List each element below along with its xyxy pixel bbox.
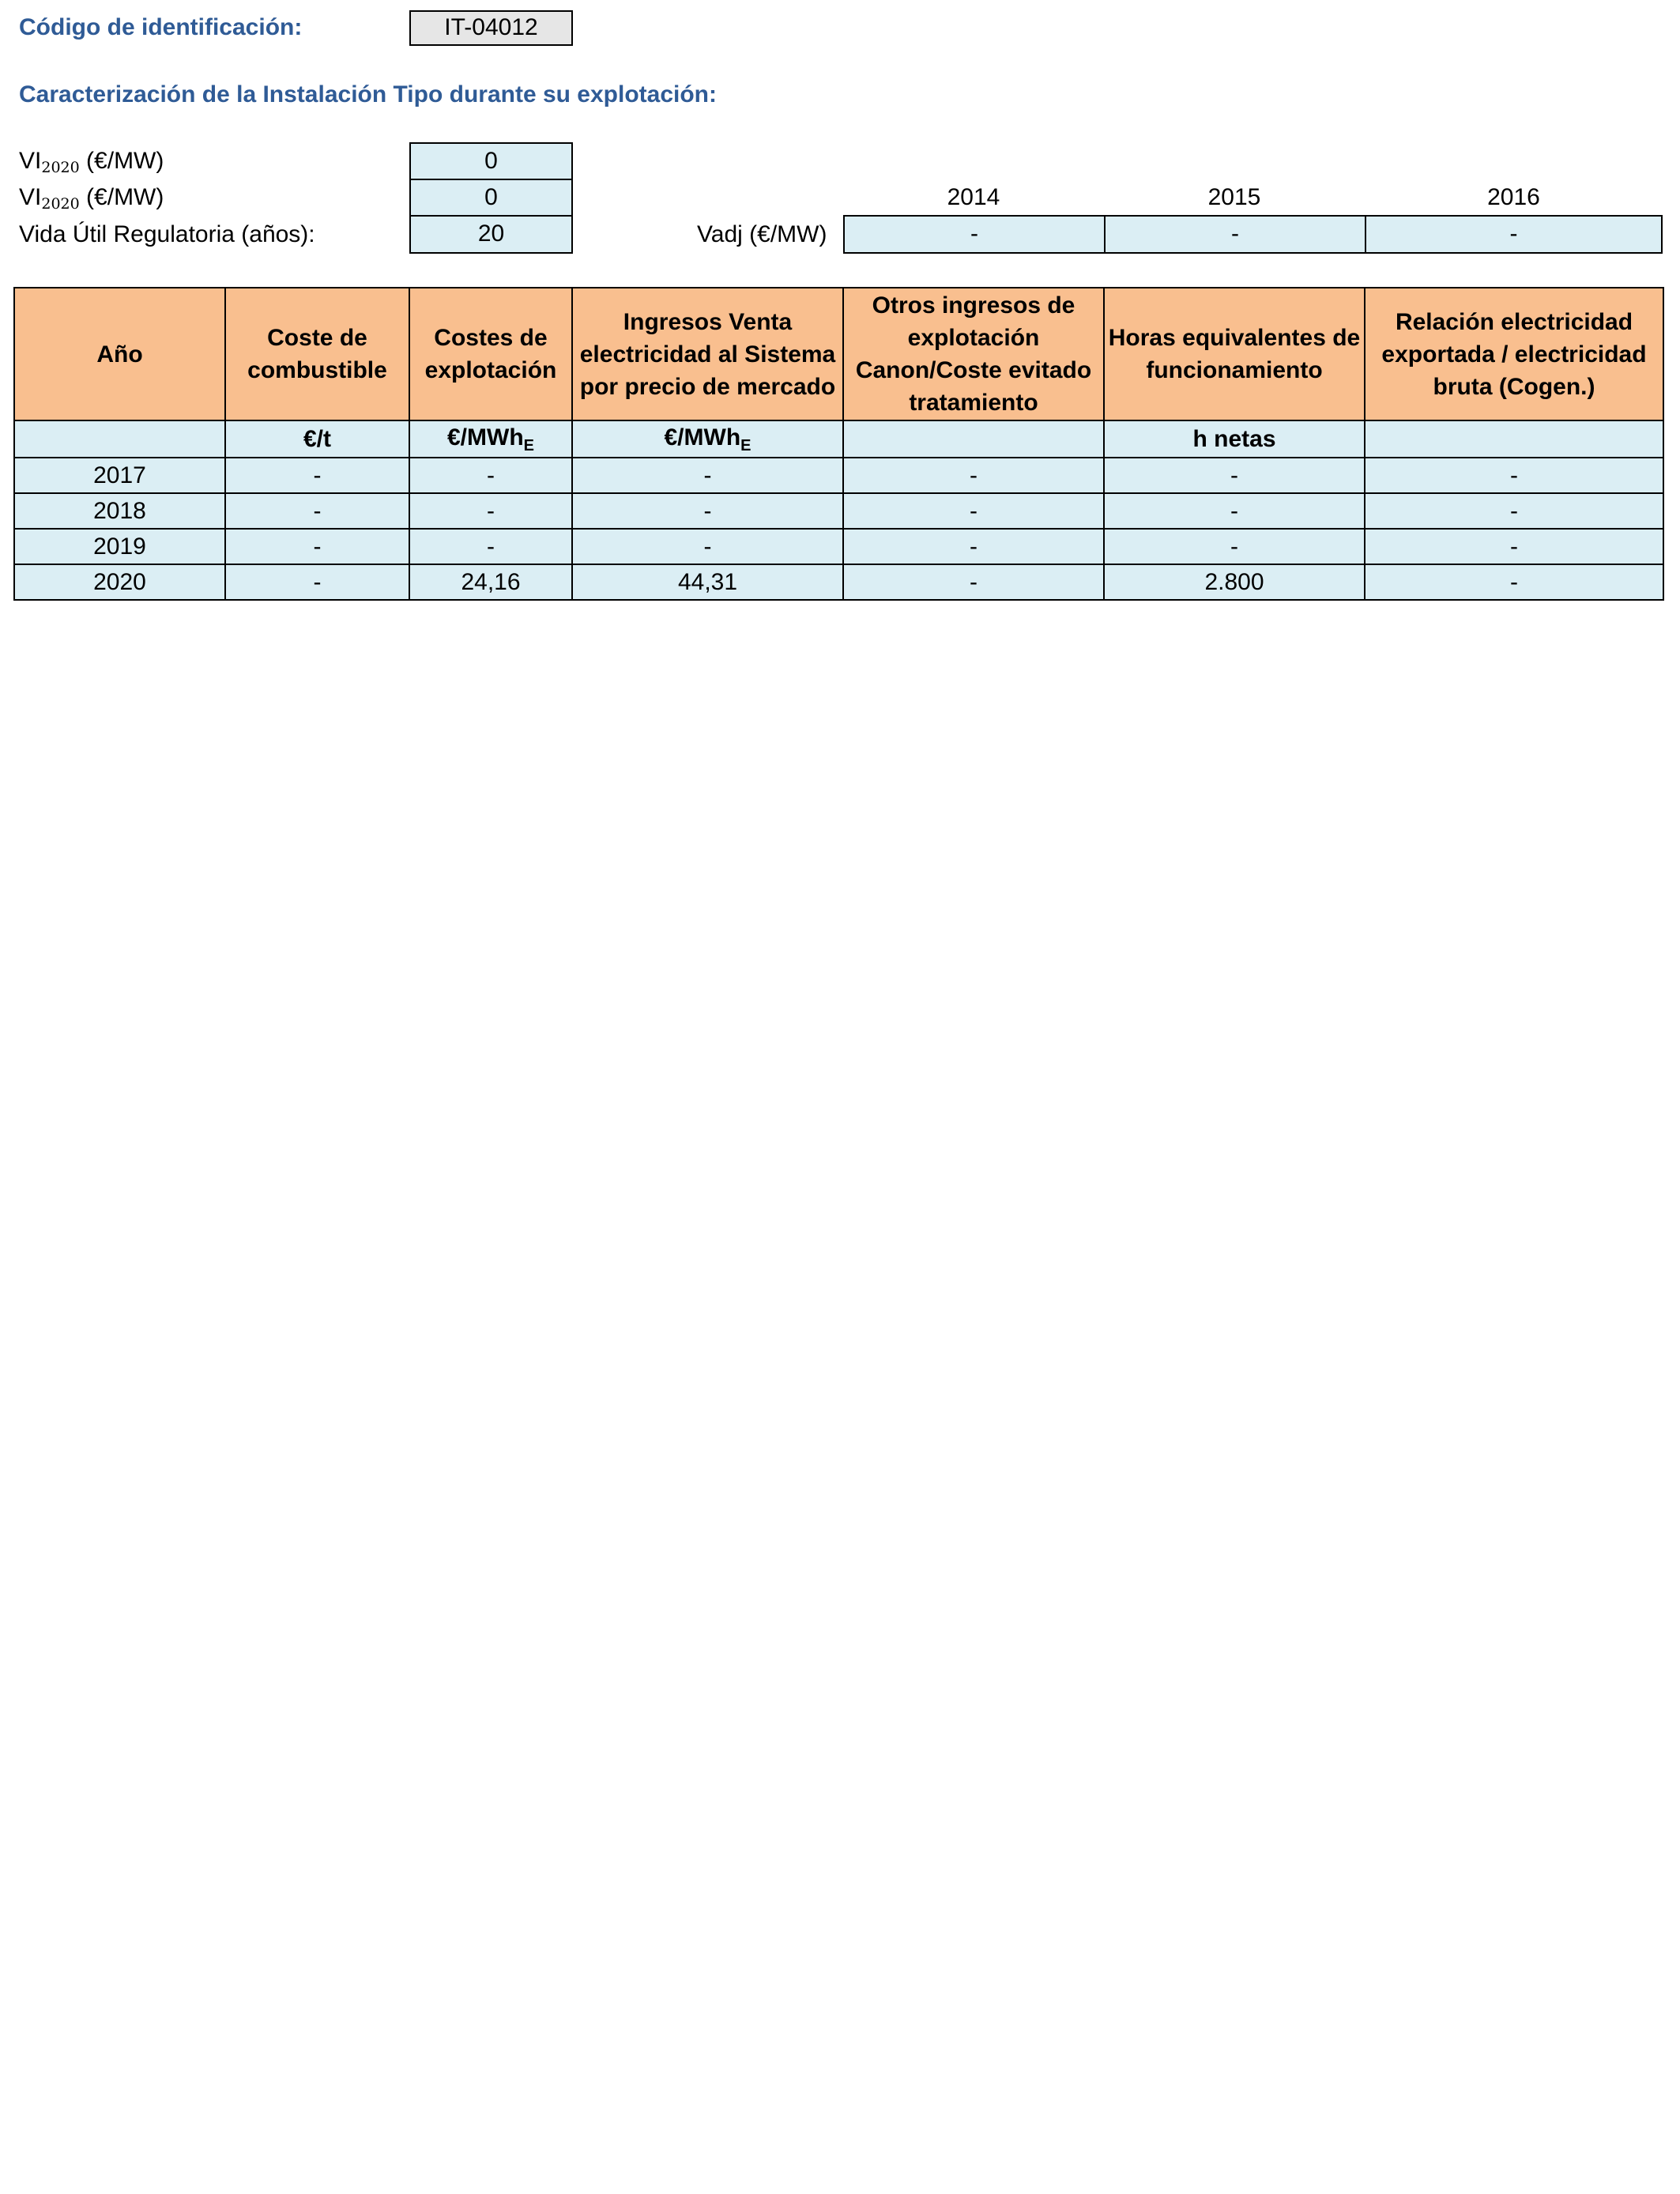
- cell-otros-ingresos: -: [843, 529, 1104, 564]
- vadj-year-2014: 2014: [947, 184, 1000, 210]
- table-row: [14, 493, 1663, 529]
- cell-costes-explotacion: 24,16: [409, 564, 572, 600]
- cell-ano: 2020: [14, 564, 225, 600]
- table-row: [14, 529, 1663, 564]
- table-header-row: [14, 288, 1663, 420]
- cell-horas-equivalentes: -: [1104, 493, 1365, 529]
- id-value: IT-04012: [409, 10, 573, 46]
- id-label: Código de identificación:: [19, 14, 303, 40]
- operating-parameters-table: [13, 287, 1664, 601]
- table-row: [14, 564, 1663, 600]
- section-title: Caracterización de la Instalación Tipo durante su explotación:: [19, 81, 717, 107]
- cell-ingresos-venta: -: [572, 529, 843, 564]
- cell-horas-equivalentes: -: [1104, 458, 1365, 493]
- vadj-label: Vadj (€/MW): [697, 221, 827, 247]
- vi-label-1: [19, 148, 164, 175]
- header-costes-explotacion: Costes de explotación: [409, 288, 572, 420]
- vi-subscript: 2020: [41, 195, 80, 213]
- vi-prefix: VI: [19, 184, 42, 210]
- vi-unit: (€/MW): [79, 184, 164, 210]
- vadj-value-2014: -: [843, 215, 1106, 254]
- table-units-row: [14, 420, 1663, 458]
- header-relacion-electricidad: Relación electricidad exportada / electricidad bruta (Cogen.): [1365, 288, 1663, 420]
- vi-value-2: 0: [409, 179, 573, 217]
- header-ano: Año: [14, 288, 225, 420]
- cell-ingresos-venta: 44,31: [572, 564, 843, 600]
- vida-util-value: 20: [409, 215, 573, 254]
- header-otros-ingresos: Otros ingresos de explotación Canon/Coste evitado tratamiento: [843, 288, 1104, 420]
- cell-relacion-electricidad: -: [1365, 458, 1663, 493]
- cell-costes-explotacion: -: [409, 493, 572, 529]
- unit-relacion-electricidad: [1365, 420, 1663, 458]
- unit-coste-combustible: €/t: [225, 420, 409, 458]
- cell-relacion-electricidad: -: [1365, 564, 1663, 600]
- cell-ingresos-venta: -: [572, 493, 843, 529]
- vadj-year-2016: 2016: [1487, 184, 1540, 210]
- cell-otros-ingresos: -: [843, 493, 1104, 529]
- cell-ano: 2018: [14, 493, 225, 529]
- vadj-value-2015: -: [1104, 215, 1366, 254]
- unit-main: €/MWh: [447, 424, 524, 450]
- cell-ano: 2019: [14, 529, 225, 564]
- cell-relacion-electricidad: -: [1365, 493, 1663, 529]
- header-coste-combustible: Coste de combustible: [225, 288, 409, 420]
- cell-otros-ingresos: -: [843, 564, 1104, 600]
- cell-relacion-electricidad: -: [1365, 529, 1663, 564]
- cell-coste-combustible: -: [225, 529, 409, 564]
- unit-costes-explotacion: [409, 420, 572, 458]
- unit-otros-ingresos: [843, 420, 1104, 458]
- cell-horas-equivalentes: -: [1104, 529, 1365, 564]
- header-horas-equivalentes: Horas equivalentes de funcionamiento: [1104, 288, 1365, 420]
- unit-horas-equivalentes: h netas: [1104, 420, 1365, 458]
- cell-coste-combustible: -: [225, 564, 409, 600]
- vi-value-1: 0: [409, 142, 573, 181]
- table-row: [14, 458, 1663, 493]
- unit-ingresos-venta: [572, 420, 843, 458]
- cell-ingresos-venta: -: [572, 458, 843, 493]
- vi-label-2: [19, 184, 164, 211]
- cell-costes-explotacion: -: [409, 458, 572, 493]
- vi-unit: (€/MW): [79, 148, 164, 174]
- vadj-year-2015: 2015: [1207, 184, 1261, 210]
- vadj-value-2016: -: [1365, 215, 1663, 254]
- cell-ano: 2017: [14, 458, 225, 493]
- vida-util-label: Vida Útil Regulatoria (años):: [19, 221, 315, 247]
- vi-prefix: VI: [19, 148, 42, 174]
- cell-coste-combustible: -: [225, 493, 409, 529]
- cell-coste-combustible: -: [225, 458, 409, 493]
- unit-main: €/MWh: [664, 424, 741, 450]
- header-ingresos-venta: Ingresos Venta electricidad al Sistema por precio de mercado: [572, 288, 843, 420]
- unit-ano: [14, 420, 225, 458]
- cell-costes-explotacion: -: [409, 529, 572, 564]
- cell-horas-equivalentes: 2.800: [1104, 564, 1365, 600]
- unit-subscript: E: [740, 437, 751, 454]
- vi-subscript: 2020: [41, 159, 80, 176]
- unit-subscript: E: [523, 437, 534, 454]
- cell-otros-ingresos: -: [843, 458, 1104, 493]
